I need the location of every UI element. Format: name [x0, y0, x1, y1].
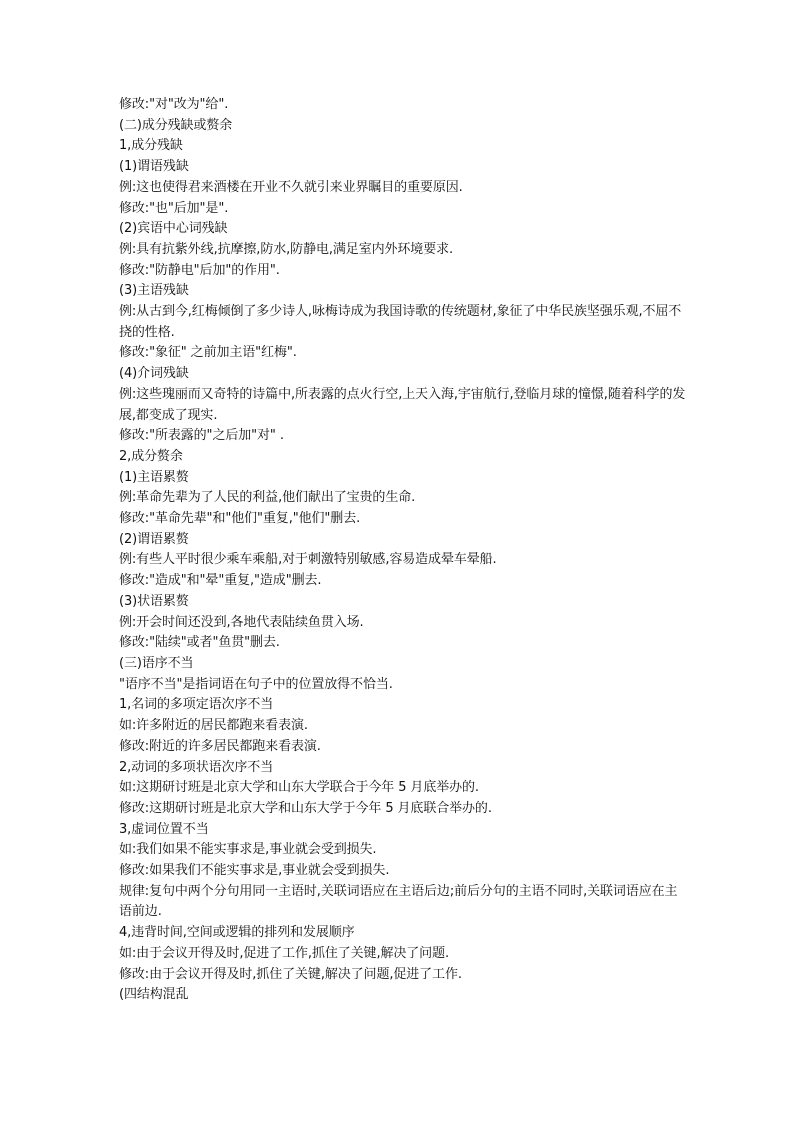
item-heading: (2)谓语累赘 [119, 531, 189, 547]
subsection-heading: 2,动词的多项状语次序不当 [119, 759, 274, 775]
rule-line: 规律:复句中两个分句用同一主语时,关联词语应在主语后边;前后分句的主语不同时,关联词语应在主语前边. [119, 883, 678, 920]
item-heading: (3)状语累赘 [119, 593, 189, 609]
correction-line: 修改:"陆续"或者"鱼贯"删去. [119, 635, 280, 651]
example-line: 例:从古到今,红梅倾倒了多少诗人,咏梅诗成为我国诗歌的传统题材,象征了中华民族坚强乐观,不屈不挠的性格. [119, 304, 682, 340]
subsection-heading: 1,成分残缺 [119, 138, 183, 154]
example-line: 例:这些瑰丽而又奇特的诗篇中,所表露的点火行空,上天入海,宇宙航行,登临月球的憧憬,随着科学的发展,都变成了现实. [119, 386, 686, 423]
example-line: 例:有些人平时很少乘车乘船,对于刺激特别敏感,容易造成晕车晕船. [119, 552, 497, 568]
correction-line: 修改:"造成"和"晕"重复,"造成"删去. [119, 573, 322, 589]
example-line: 如:这期研讨班是北京大学和山东大学联合于今年 5 月底举办的. [119, 780, 479, 796]
section-heading: (三)语序不当 [119, 655, 194, 671]
correction-line: 修改:这期研讨班是北京大学和山东大学于今年 5 月底联合举办的. [119, 800, 492, 816]
correction-line: 修改:附近的许多居民都跑来看表演. [119, 738, 321, 754]
subsection-heading: 1,名词的多项定语次序不当 [119, 697, 274, 713]
section-heading: (二)成分残缺或赘余 [119, 117, 233, 133]
section-heading: (四结构混乱 [119, 987, 189, 1003]
definition-line: "语序不当"是指词语在句子中的位置放得不恰当. [119, 676, 393, 692]
item-heading: (3)主语残缺 [119, 283, 189, 299]
example-line: 例:这也使得君来酒楼在开业不久就引来业界瞩目的重要原因. [119, 179, 463, 195]
correction-line: 修改:由于会议开得及时,抓住了关键,解决了问题,促进了工作. [119, 966, 462, 982]
item-heading: (1)谓语残缺 [119, 159, 189, 175]
example-line: 如:由于会议开得及时,促进了工作,抓住了关键,解决了问题. [119, 945, 450, 961]
example-line: 如:许多附近的居民都跑来看表演. [119, 718, 308, 734]
correction-line: 修改:"防静电"后加"的作用". [119, 262, 280, 278]
example-line: 例:开会时间还没到,各地代表陆续鱼贯入场. [119, 614, 364, 630]
subsection-heading: 2,成分赘余 [119, 448, 183, 464]
item-heading: (1)主语累赘 [119, 469, 189, 485]
correction-line: 修改:"也"后加"是". [119, 200, 229, 216]
item-heading: (4)介词残缺 [119, 366, 189, 382]
correction-line: 修改:"革命先辈"和"他们"重复,"他们"删去. [119, 511, 361, 527]
example-line: 例:革命先辈为了人民的利益,他们献出了宝贵的生命. [119, 490, 416, 506]
correction-line: 修改:如果我们不能实事求是,事业就会受到损失. [119, 863, 390, 879]
correction-line: 修改:"对"改为"给". [119, 97, 229, 112]
item-heading: (2)宾语中心词残缺 [119, 221, 228, 237]
subsection-heading: 3,虚词位置不当 [119, 821, 209, 837]
example-line: 如:我们如果不能实事求是,事业就会受到损失. [119, 842, 377, 858]
example-line: 例:具有抗紫外线,抗摩擦,防水,防静电,满足室内外环境要求. [119, 241, 454, 257]
correction-line: 修改:"象征" 之前加主语"红梅". [119, 345, 297, 361]
document-body [119, 95, 689, 1006]
correction-line: 修改:"所表露的"之后加"对" . [119, 428, 284, 444]
subsection-heading: 4,违背时间,空间或逻辑的排列和发展顺序 [119, 925, 355, 941]
